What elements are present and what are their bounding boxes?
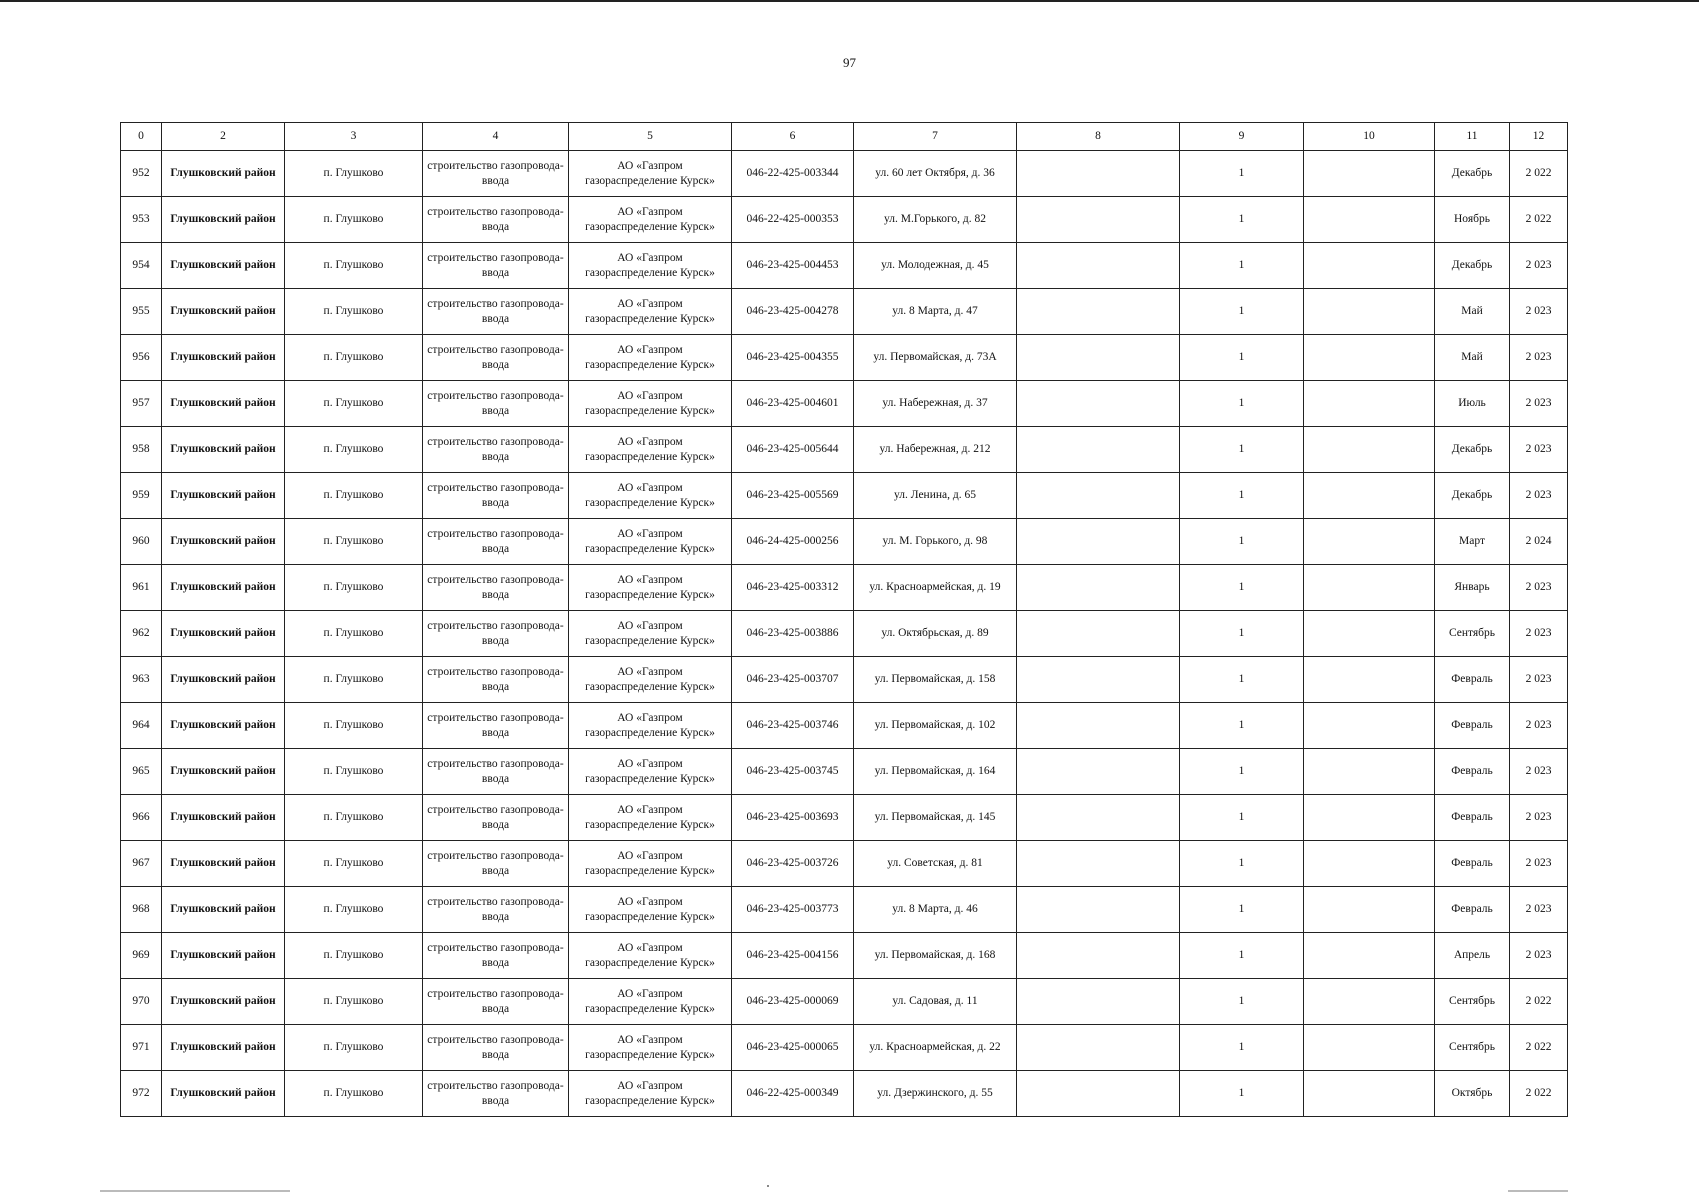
settlement-cell: п. Глушково [285,151,423,197]
address-cell: ул. Первомайская, д. 102 [854,703,1017,749]
work-type-cell: строительство газопровода-ввода [423,335,569,381]
table-header-row [121,123,1568,151]
work-type-cell: строительство газопровода-ввода [423,519,569,565]
row-number-cell: 969 [121,933,162,979]
row-number-cell: 961 [121,565,162,611]
year-cell: 2 022 [1510,151,1568,197]
row-number-cell: 962 [121,611,162,657]
col10-cell [1304,335,1435,381]
row-number-cell: 960 [121,519,162,565]
object-code-cell: 046-23-425-000065 [732,1025,854,1071]
address-cell: ул. Октябрьская, д. 89 [854,611,1017,657]
settlement-cell: п. Глушково [285,289,423,335]
address-cell: ул. Набережная, д. 212 [854,427,1017,473]
district-cell: Глушковский район [162,611,285,657]
col10-cell [1304,519,1435,565]
object-code-cell: 046-22-425-000353 [732,197,854,243]
row-number-cell: 956 [121,335,162,381]
object-code-cell: 046-23-425-004601 [732,381,854,427]
quantity-cell: 1 [1180,795,1304,841]
address-cell: ул. 8 Марта, д. 47 [854,289,1017,335]
month-cell: Апрель [1435,933,1510,979]
organization-cell: АО «Газпром газораспределение Курск» [569,611,732,657]
settlement-cell: п. Глушково [285,565,423,611]
year-cell: 2 023 [1510,887,1568,933]
district-cell: Глушковский район [162,427,285,473]
month-cell: Май [1435,289,1510,335]
column-header: 5 [569,123,732,151]
row-number-cell: 953 [121,197,162,243]
col10-cell [1304,151,1435,197]
row-number-cell: 957 [121,381,162,427]
organization-cell: АО «Газпром газораспределение Курск» [569,289,732,335]
table-row [121,519,1568,565]
quantity-cell: 1 [1180,657,1304,703]
column-header: 2 [162,123,285,151]
settlement-cell: п. Глушково [285,473,423,519]
row-number-cell: 966 [121,795,162,841]
column-header: 6 [732,123,854,151]
organization-cell: АО «Газпром газораспределение Курск» [569,519,732,565]
column-header: 8 [1017,123,1180,151]
quantity-cell: 1 [1180,565,1304,611]
col8-cell [1017,427,1180,473]
col8-cell [1017,611,1180,657]
table-row [121,933,1568,979]
col8-cell [1017,565,1180,611]
address-cell: ул. Советская, д. 81 [854,841,1017,887]
settlement-cell: п. Глушково [285,611,423,657]
object-code-cell: 046-23-425-003746 [732,703,854,749]
year-cell: 2 023 [1510,335,1568,381]
object-code-cell: 046-23-425-003312 [732,565,854,611]
work-type-cell: строительство газопровода-ввода [423,427,569,473]
page-number: 97 [843,55,856,70]
quantity-cell: 1 [1180,979,1304,1025]
object-code-cell: 046-23-425-003707 [732,657,854,703]
work-type-cell: строительство газопровода-ввода [423,979,569,1025]
col10-cell [1304,703,1435,749]
settlement-cell: п. Глушково [285,243,423,289]
settlement-cell: п. Глушково [285,703,423,749]
object-code-cell: 046-22-425-000349 [732,1071,854,1117]
organization-cell: АО «Газпром газораспределение Курск» [569,887,732,933]
table-row [121,335,1568,381]
object-code-cell: 046-23-425-003726 [732,841,854,887]
col8-cell [1017,841,1180,887]
row-number-cell: 958 [121,427,162,473]
settlement-cell: п. Глушково [285,933,423,979]
work-type-cell: строительство газопровода-ввода [423,1071,569,1117]
col8-cell [1017,381,1180,427]
column-header: 7 [854,123,1017,151]
row-number-cell: 972 [121,1071,162,1117]
month-cell: Октябрь [1435,1071,1510,1117]
row-number-cell: 971 [121,1025,162,1071]
col8-cell [1017,1071,1180,1117]
address-cell: ул. Первомайская, д. 158 [854,657,1017,703]
address-cell: ул. Красноармейская, д. 19 [854,565,1017,611]
month-cell: Февраль [1435,887,1510,933]
column-header: 10 [1304,123,1435,151]
organization-cell: АО «Газпром газораспределение Курск» [569,703,732,749]
settlement-cell: п. Глушково [285,795,423,841]
object-code-cell: 046-23-425-000069 [732,979,854,1025]
work-type-cell: строительство газопровода-ввода [423,565,569,611]
month-cell: Февраль [1435,749,1510,795]
month-cell: Февраль [1435,657,1510,703]
col10-cell [1304,243,1435,289]
quantity-cell: 1 [1180,151,1304,197]
col8-cell [1017,519,1180,565]
address-cell: ул. 60 лет Октября, д. 36 [854,151,1017,197]
quantity-cell: 1 [1180,427,1304,473]
district-cell: Глушковский район [162,795,285,841]
settlement-cell: п. Глушково [285,197,423,243]
col10-cell [1304,565,1435,611]
table-row [121,427,1568,473]
col8-cell [1017,703,1180,749]
month-cell: Сентябрь [1435,979,1510,1025]
month-cell: Ноябрь [1435,197,1510,243]
quantity-cell: 1 [1180,335,1304,381]
address-cell: ул. Первомайская, д. 145 [854,795,1017,841]
col10-cell [1304,795,1435,841]
year-cell: 2 022 [1510,979,1568,1025]
column-header: 4 [423,123,569,151]
organization-cell: АО «Газпром газораспределение Курск» [569,473,732,519]
address-cell: ул. Красноармейская, д. 22 [854,1025,1017,1071]
gasification-table [120,122,1568,1117]
col8-cell [1017,335,1180,381]
table-row [121,749,1568,795]
address-cell: ул. Садовая, д. 11 [854,979,1017,1025]
work-type-cell: строительство газопровода-ввода [423,795,569,841]
organization-cell: АО «Газпром газораспределение Курск» [569,151,732,197]
table-row [121,243,1568,289]
row-number-cell: 954 [121,243,162,289]
year-cell: 2 023 [1510,703,1568,749]
table-row [121,703,1568,749]
col10-cell [1304,979,1435,1025]
table-row [121,979,1568,1025]
object-code-cell: 046-22-425-003344 [732,151,854,197]
work-type-cell: строительство газопровода-ввода [423,703,569,749]
col10-cell [1304,197,1435,243]
settlement-cell: п. Глушково [285,979,423,1025]
month-cell: Декабрь [1435,473,1510,519]
address-cell: ул. Первомайская, д. 164 [854,749,1017,795]
work-type-cell: строительство газопровода-ввода [423,1025,569,1071]
col10-cell [1304,657,1435,703]
col10-cell [1304,1025,1435,1071]
organization-cell: АО «Газпром газораспределение Курск» [569,841,732,887]
col10-cell [1304,887,1435,933]
col10-cell [1304,749,1435,795]
col10-cell [1304,841,1435,887]
district-cell: Глушковский район [162,749,285,795]
address-cell: ул. Молодежная, д. 45 [854,243,1017,289]
table-body [121,151,1568,1117]
district-cell: Глушковский район [162,565,285,611]
year-cell: 2 023 [1510,611,1568,657]
district-cell: Глушковский район [162,473,285,519]
settlement-cell: п. Глушково [285,841,423,887]
work-type-cell: строительство газопровода-ввода [423,887,569,933]
organization-cell: АО «Газпром газораспределение Курск» [569,565,732,611]
table-row [121,289,1568,335]
row-number-cell: 959 [121,473,162,519]
year-cell: 2 022 [1510,1025,1568,1071]
quantity-cell: 1 [1180,289,1304,335]
col10-cell [1304,473,1435,519]
quantity-cell: 1 [1180,611,1304,657]
year-cell: 2 023 [1510,933,1568,979]
address-cell: ул. 8 Марта, д. 46 [854,887,1017,933]
district-cell: Глушковский район [162,197,285,243]
month-cell: Март [1435,519,1510,565]
col8-cell [1017,933,1180,979]
year-cell: 2 023 [1510,381,1568,427]
district-cell: Глушковский район [162,243,285,289]
month-cell: Февраль [1435,703,1510,749]
district-cell: Глушковский район [162,151,285,197]
col8-cell [1017,979,1180,1025]
organization-cell: АО «Газпром газораспределение Курск» [569,979,732,1025]
year-cell: 2 023 [1510,565,1568,611]
work-type-cell: строительство газопровода-ввода [423,611,569,657]
organization-cell: АО «Газпром газораспределение Курск» [569,381,732,427]
district-cell: Глушковский район [162,381,285,427]
table-row [121,151,1568,197]
work-type-cell: строительство газопровода-ввода [423,243,569,289]
organization-cell: АО «Газпром газораспределение Курск» [569,197,732,243]
year-cell: 2 023 [1510,427,1568,473]
quantity-cell: 1 [1180,519,1304,565]
quantity-cell: 1 [1180,243,1304,289]
settlement-cell: п. Глушково [285,519,423,565]
quantity-cell: 1 [1180,841,1304,887]
year-cell: 2 023 [1510,657,1568,703]
row-number-cell: 955 [121,289,162,335]
table-row [121,1025,1568,1071]
work-type-cell: строительство газопровода-ввода [423,933,569,979]
work-type-cell: строительство газопровода-ввода [423,289,569,335]
quantity-cell: 1 [1180,1071,1304,1117]
district-cell: Глушковский район [162,841,285,887]
address-cell: ул. Первомайская, д. 73А [854,335,1017,381]
col8-cell [1017,243,1180,289]
settlement-cell: п. Глушково [285,887,423,933]
col10-cell [1304,381,1435,427]
table-row [121,565,1568,611]
quantity-cell: 1 [1180,703,1304,749]
object-code-cell: 046-23-425-004355 [732,335,854,381]
object-code-cell: 046-23-425-003886 [732,611,854,657]
month-cell: Февраль [1435,841,1510,887]
year-cell: 2 024 [1510,519,1568,565]
table-row [121,197,1568,243]
col8-cell [1017,151,1180,197]
quantity-cell: 1 [1180,197,1304,243]
col8-cell [1017,1025,1180,1071]
year-cell: 2 023 [1510,243,1568,289]
address-cell: ул. М.Горького, д. 82 [854,197,1017,243]
col8-cell [1017,749,1180,795]
year-cell: 2 023 [1510,795,1568,841]
object-code-cell: 046-23-425-003773 [732,887,854,933]
col8-cell [1017,887,1180,933]
col10-cell [1304,933,1435,979]
object-code-cell: 046-23-425-004453 [732,243,854,289]
row-number-cell: 967 [121,841,162,887]
year-cell: 2 023 [1510,841,1568,887]
table-row [121,381,1568,427]
row-number-cell: 963 [121,657,162,703]
column-header: 12 [1510,123,1568,151]
month-cell: Февраль [1435,795,1510,841]
month-cell: Июль [1435,381,1510,427]
column-header: 11 [1435,123,1510,151]
col10-cell [1304,427,1435,473]
district-cell: Глушковский район [162,933,285,979]
address-cell: ул. Ленина, д. 65 [854,473,1017,519]
quantity-cell: 1 [1180,933,1304,979]
table-row [121,473,1568,519]
quantity-cell: 1 [1180,473,1304,519]
object-code-cell: 046-23-425-005569 [732,473,854,519]
address-cell: ул. Первомайская, д. 168 [854,933,1017,979]
district-cell: Глушковский район [162,703,285,749]
year-cell: 2 023 [1510,473,1568,519]
district-cell: Глушковский район [162,1025,285,1071]
organization-cell: АО «Газпром газораспределение Курск» [569,427,732,473]
table-row [121,795,1568,841]
month-cell: Сентябрь [1435,1025,1510,1071]
scan-artifact-dot [767,1185,769,1187]
month-cell: Май [1435,335,1510,381]
quantity-cell: 1 [1180,887,1304,933]
settlement-cell: п. Глушково [285,749,423,795]
settlement-cell: п. Глушково [285,335,423,381]
object-code-cell: 046-23-425-004156 [732,933,854,979]
table-row [121,611,1568,657]
col10-cell [1304,1071,1435,1117]
scan-artifact-mark [1508,1190,1568,1192]
district-cell: Глушковский район [162,289,285,335]
col8-cell [1017,473,1180,519]
col8-cell [1017,657,1180,703]
col8-cell [1017,197,1180,243]
settlement-cell: п. Глушково [285,1071,423,1117]
year-cell: 2 023 [1510,289,1568,335]
month-cell: Сентябрь [1435,611,1510,657]
settlement-cell: п. Глушково [285,427,423,473]
month-cell: Январь [1435,565,1510,611]
district-cell: Глушковский район [162,335,285,381]
quantity-cell: 1 [1180,1025,1304,1071]
object-code-cell: 046-23-425-004278 [732,289,854,335]
settlement-cell: п. Глушково [285,657,423,703]
object-code-cell: 046-23-425-003693 [732,795,854,841]
month-cell: Декабрь [1435,243,1510,289]
organization-cell: АО «Газпром газораспределение Курск» [569,243,732,289]
column-header: 3 [285,123,423,151]
address-cell: ул. Дзержинского, д. 55 [854,1071,1017,1117]
object-code-cell: 046-23-425-003745 [732,749,854,795]
district-cell: Глушковский район [162,1071,285,1117]
column-header: 0 [121,123,162,151]
district-cell: Глушковский район [162,519,285,565]
year-cell: 2 022 [1510,197,1568,243]
row-number-cell: 970 [121,979,162,1025]
work-type-cell: строительство газопровода-ввода [423,381,569,427]
work-type-cell: строительство газопровода-ввода [423,657,569,703]
organization-cell: АО «Газпром газораспределение Курск» [569,657,732,703]
col8-cell [1017,795,1180,841]
row-number-cell: 964 [121,703,162,749]
district-cell: Глушковский район [162,657,285,703]
row-number-cell: 965 [121,749,162,795]
organization-cell: АО «Газпром газораспределение Курск» [569,795,732,841]
table-row [121,1071,1568,1117]
year-cell: 2 023 [1510,749,1568,795]
organization-cell: АО «Газпром газораспределение Курск» [569,1025,732,1071]
address-cell: ул. Набережная, д. 37 [854,381,1017,427]
organization-cell: АО «Газпром газораспределение Курск» [569,335,732,381]
quantity-cell: 1 [1180,749,1304,795]
district-cell: Глушковский район [162,887,285,933]
work-type-cell: строительство газопровода-ввода [423,841,569,887]
work-type-cell: строительство газопровода-ввода [423,151,569,197]
row-number-cell: 952 [121,151,162,197]
col10-cell [1304,289,1435,335]
work-type-cell: строительство газопровода-ввода [423,749,569,795]
scan-artifact-mark [100,1190,290,1192]
district-cell: Глушковский район [162,979,285,1025]
year-cell: 2 022 [1510,1071,1568,1117]
organization-cell: АО «Газпром газораспределение Курск» [569,749,732,795]
month-cell: Декабрь [1435,427,1510,473]
object-code-cell: 046-23-425-005644 [732,427,854,473]
table-row [121,841,1568,887]
object-code-cell: 046-24-425-000256 [732,519,854,565]
organization-cell: АО «Газпром газораспределение Курск» [569,1071,732,1117]
work-type-cell: строительство газопровода-ввода [423,197,569,243]
quantity-cell: 1 [1180,381,1304,427]
month-cell: Декабрь [1435,151,1510,197]
table-row [121,657,1568,703]
organization-cell: АО «Газпром газораспределение Курск» [569,933,732,979]
col8-cell [1017,289,1180,335]
settlement-cell: п. Глушково [285,381,423,427]
settlement-cell: п. Глушково [285,1025,423,1071]
work-type-cell: строительство газопровода-ввода [423,473,569,519]
address-cell: ул. М. Горького, д. 98 [854,519,1017,565]
top-border-rule [0,0,1699,2]
table-row [121,887,1568,933]
col10-cell [1304,611,1435,657]
row-number-cell: 968 [121,887,162,933]
column-header: 9 [1180,123,1304,151]
